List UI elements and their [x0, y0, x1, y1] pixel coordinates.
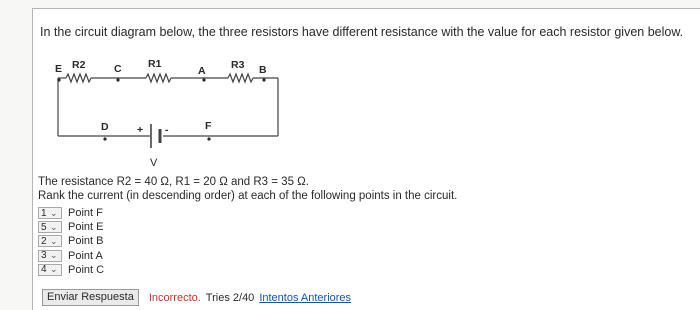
label-v: V — [150, 157, 158, 169]
ranking-row-point-c — [38, 263, 104, 277]
rank-select-point-a[interactable] — [38, 250, 62, 262]
question-text: In the circuit diagram below, the three resistors have different resistance with the value for each resistor given below. — [40, 25, 684, 39]
submit-answer-button[interactable]: Enviar Respuesta — [42, 289, 139, 306]
chevron-down-icon: ⌄ — [50, 250, 58, 261]
rank-value: 3 — [41, 250, 47, 262]
previous-attempts-link[interactable]: Intentos Anteriores — [259, 291, 352, 304]
label-r1: R1 — [148, 58, 162, 70]
rank-select-point-b[interactable] — [38, 235, 62, 247]
result-status: Incorrecto. — [148, 291, 201, 304]
rank-select-point-f[interactable] — [38, 207, 62, 219]
chevron-down-icon: ⌄ — [50, 221, 58, 232]
label-r2: R2 — [72, 59, 86, 71]
resistor-r1 — [146, 74, 171, 82]
label-minus: - — [165, 124, 169, 136]
answer-footer — [42, 289, 351, 306]
point-label: Point E — [68, 221, 104, 234]
chevron-down-icon: ⌄ — [50, 264, 58, 275]
rank-select-point-c[interactable] — [38, 264, 62, 276]
label-plus: + — [137, 124, 144, 136]
resistor-r2 — [66, 74, 91, 82]
battery-symbol — [151, 124, 160, 148]
resistor-r3 — [228, 74, 253, 82]
point-label: Point F — [68, 207, 103, 219]
ranking-row-point-f — [38, 206, 104, 220]
ranking-list — [38, 206, 104, 277]
label-c: C — [114, 63, 122, 75]
label-r3: R3 — [231, 59, 245, 71]
ranking-row-point-a — [38, 249, 104, 263]
chevron-down-icon: ⌄ — [50, 235, 58, 246]
instruction-text: Rank the current (in descending order) at each of the following points in the circuit. — [38, 190, 458, 202]
ranking-row-point-e — [38, 220, 104, 234]
rank-value: 2 — [41, 235, 47, 247]
point-label: Point B — [68, 235, 104, 248]
tries-count: Tries 2/40 — [205, 291, 255, 304]
resistance-values-text: The resistance R2 = 40 Ω, R1 = 20 Ω and R3 = 35 Ω. — [38, 176, 309, 188]
label-e: E — [55, 63, 63, 75]
label-f: F — [205, 120, 212, 132]
chevron-down-icon: ⌄ — [50, 207, 58, 218]
point-label: Point C — [68, 263, 105, 276]
label-a: A — [198, 65, 206, 77]
label-d: D — [101, 121, 109, 133]
rank-select-point-e[interactable] — [38, 221, 62, 233]
rank-value: 4 — [41, 264, 47, 276]
rank-value: 5 — [41, 221, 47, 233]
ranking-row-point-b — [38, 234, 104, 248]
point-label: Point A — [68, 249, 103, 262]
rank-value: 1 — [41, 207, 47, 219]
label-b: B — [259, 64, 267, 76]
